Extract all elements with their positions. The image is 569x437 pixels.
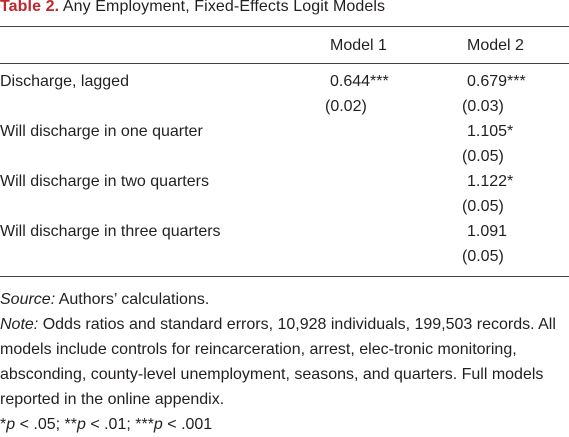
column-header-model-2: Model 2 [467,37,524,54]
column-header-model-1: Model 1 [330,37,387,54]
table-caption: Any Employment, Fixed-Effects Logit Models [59,0,386,15]
sig-level-2: < .01; *** [85,416,154,433]
source-text: Authors’ calculations. [55,291,210,308]
top-rule [0,26,569,27]
table-notes [0,287,565,437]
row1-model1-se: (0.02) [325,98,367,115]
row-label-discharge-lagged: Discharge, lagged [0,73,129,90]
note-text: Odds ratios and standard errors, 10,928 individuals, 199,503 records. All models include controls for reincarceration, arrest, elec-tronic monitoring, absconding, county-level unemployment, seasons, and quarters. Full models reported in the online appendix. [0,316,556,408]
bottom-rule [0,276,569,277]
row1-model1-coef: 0.644*** [330,73,389,90]
row-label-one-quarter: Will discharge in one quarter [0,123,203,140]
row1-model2-coef: 0.679*** [467,73,526,90]
row3-model2-se: (0.05) [462,198,504,215]
sig-level-1: < .05; ** [15,416,77,433]
row4-model2-coef: 1.091 [467,223,508,240]
general-note [0,312,565,412]
row-label-three-quarters: Will discharge in three quarters [0,223,221,240]
sig-level-3: < .001 [162,416,213,433]
row4-model2-se: (0.05) [462,248,504,265]
significance-note [0,412,565,437]
source-note [0,287,565,312]
header-rule [0,63,569,64]
sig-p-3: p [153,416,163,433]
sig-p-1: p [6,416,16,433]
row2-model2-se: (0.05) [462,148,504,165]
row-label-two-quarters: Will discharge in two quarters [0,173,209,190]
note-label: Note: [0,316,39,333]
row2-model2-coef: 1.105* [467,123,514,140]
sig-star-1: * [0,416,7,433]
table-number: Table 2. [0,0,60,15]
row3-model2-coef: 1.122* [467,173,514,190]
table-title [0,0,385,16]
row1-model2-se: (0.03) [462,98,504,115]
source-label: Source: [0,291,56,308]
sig-p-2: p [76,416,86,433]
